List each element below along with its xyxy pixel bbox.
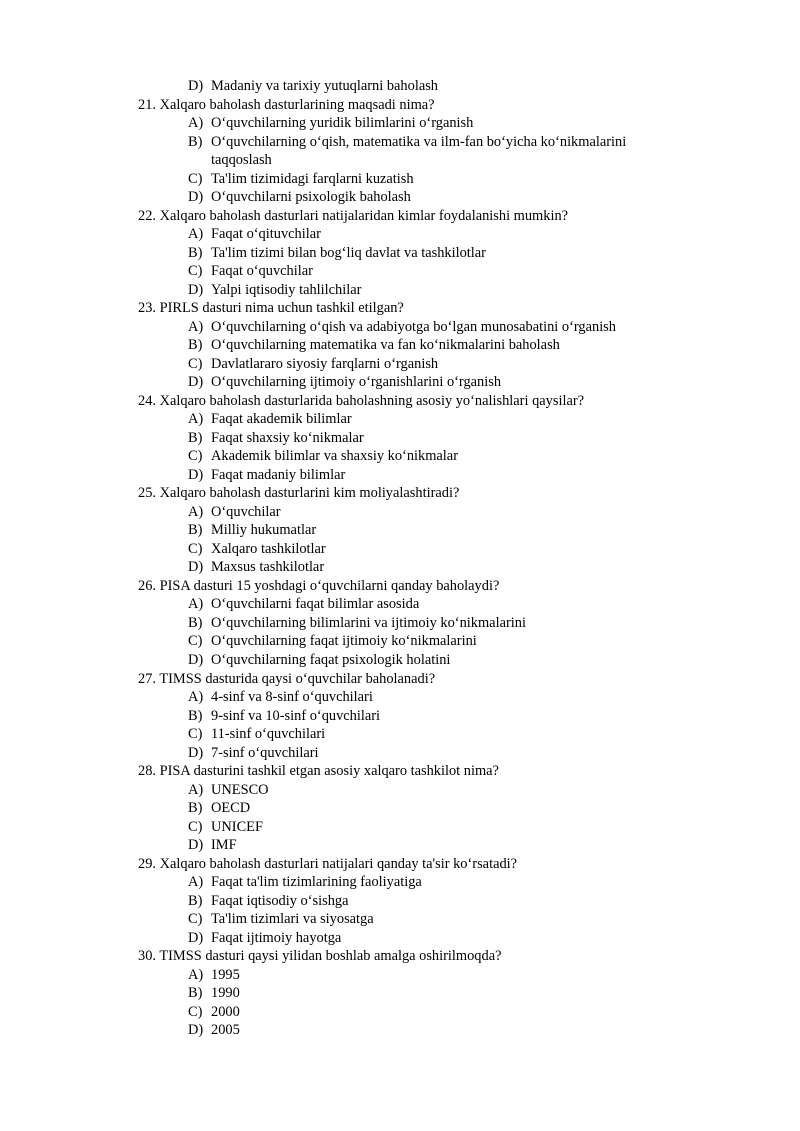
answer-option <box>0 281 800 300</box>
option-text: Maxsus tashkilotlar <box>211 559 325 576</box>
answer-option <box>0 818 800 837</box>
question-item <box>0 484 800 503</box>
option-letter: B) <box>188 892 203 909</box>
question-number: 30. <box>138 948 156 965</box>
option-text: 9-sinf va 10-sinf o‘quvchilari <box>211 707 381 724</box>
answer-option <box>0 1021 800 1040</box>
option-text: OECD <box>211 800 251 817</box>
question-item <box>0 96 800 115</box>
document-page <box>0 77 800 1040</box>
option-letter: A) <box>188 874 204 891</box>
option-text: Faqat iqtisodiy o‘sishga <box>211 892 349 909</box>
option-letter: B) <box>188 429 203 446</box>
option-text: Ta'lim tizimlari va siyosatga <box>211 911 374 928</box>
option-text: O‘quvchilarning matematika va fan ko‘nikmalarini baholash <box>211 337 560 354</box>
option-text: O‘quvchilarni faqat bilimlar asosida <box>211 596 420 613</box>
option-letter: D) <box>188 1022 204 1039</box>
option-letter: A) <box>188 689 204 706</box>
option-letter: B) <box>188 244 203 261</box>
answer-option <box>0 558 800 577</box>
option-text: Ta'lim tizimi bilan bog‘liq davlat va tashkilotlar <box>211 244 486 261</box>
answer-option <box>0 540 800 559</box>
answer-option <box>0 170 800 189</box>
answer-option <box>0 466 800 485</box>
option-letter: C) <box>188 1003 203 1020</box>
option-text: Madaniy va tarixiy yutuqlarni baholash <box>211 78 438 94</box>
option-text: O‘quvchilarni psixologik baholash <box>211 189 411 206</box>
answer-option <box>0 966 800 985</box>
option-letter: D) <box>188 374 204 391</box>
answer-option <box>0 873 800 892</box>
answer-option <box>0 521 800 540</box>
answer-option <box>0 133 800 152</box>
question-text: Xalqaro baholash dasturlarining maqsadi nima? <box>159 96 435 113</box>
question-number: 25. <box>138 485 156 502</box>
option-letter: A) <box>188 115 204 132</box>
option-text: UNESCO <box>211 781 269 798</box>
option-text: 11-sinf o‘quvchilari <box>211 726 326 743</box>
option-letter: B) <box>188 522 203 539</box>
option-letter: C) <box>188 263 203 280</box>
option-text: O‘quvchilarning o‘qish, matematika va ilm-fan bo‘yicha ko‘nikmalarini <box>211 133 627 150</box>
question-text: TIMSS dasturi qaysi yilidan boshlab amalga oshirilmoqda? <box>159 948 502 965</box>
option-text: O‘quvchilarning faqat psixologik holatini <box>211 651 451 668</box>
question-item <box>0 947 800 966</box>
option-text: 2005 <box>211 1022 240 1039</box>
answer-option <box>0 1003 800 1022</box>
option-letter: C) <box>188 911 203 928</box>
option-letter: A) <box>188 318 204 335</box>
option-text: Faqat akademik bilimlar <box>211 411 352 428</box>
option-text: Faqat madaniy bilimlar <box>211 466 346 483</box>
answer-option <box>0 725 800 744</box>
question-number: 22. <box>138 207 156 224</box>
option-letter: B) <box>188 707 203 724</box>
option-text: O‘quvchilarning ijtimoiy o‘rganishlarini o‘rganish <box>211 374 502 391</box>
option-letter: D) <box>188 189 204 206</box>
option-letter: C) <box>188 726 203 743</box>
option-letter: D) <box>188 651 204 668</box>
option-letter: D) <box>188 744 204 761</box>
option-text: IMF <box>211 837 237 854</box>
option-letter: C) <box>188 540 203 557</box>
answer-option <box>0 799 800 818</box>
answer-option <box>0 336 800 355</box>
option-text: 1995 <box>211 966 240 983</box>
option-text: 2000 <box>211 1003 240 1020</box>
option-letter: B) <box>188 614 203 631</box>
option-letter: D) <box>188 837 204 854</box>
option-text: Davlatlararo siyosiy farqlarni o‘rganish <box>211 355 439 372</box>
option-letter: D) <box>188 929 204 946</box>
answer-option <box>0 910 800 929</box>
option-letter: D) <box>188 466 204 483</box>
question-item <box>0 392 800 411</box>
option-text: 1990 <box>211 985 240 1002</box>
option-letter: B) <box>188 800 203 817</box>
option-text: Xalqaro tashkilotlar <box>211 540 326 557</box>
answer-option <box>0 707 800 726</box>
answer-option <box>0 984 800 1003</box>
answer-option <box>0 429 800 448</box>
answer-option <box>0 632 800 651</box>
option-text: Ta'lim tizimidagi farqlarni kuzatish <box>211 170 414 187</box>
option-text: 4-sinf va 8-sinf o‘quvchilari <box>211 689 373 706</box>
option-text: Yalpi iqtisodiy tahlilchilar <box>211 281 362 298</box>
option-letter: B) <box>188 985 203 1002</box>
option-letter: D) <box>188 78 204 94</box>
question-item <box>0 670 800 689</box>
answer-option <box>0 503 800 522</box>
answer-option <box>0 355 800 374</box>
question-text: Xalqaro baholash dasturlarini kim moliyalashtiradi? <box>159 485 460 502</box>
question-item <box>0 577 800 596</box>
answer-option <box>0 318 800 337</box>
option-letter: C) <box>188 355 203 372</box>
option-text: O‘quvchilar <box>211 503 281 520</box>
option-letter: A) <box>188 226 204 243</box>
question-text: PISA dasturi 15 yoshdagi o‘quvchilarni qanday baholaydi? <box>159 577 500 594</box>
option-letter: D) <box>188 281 204 298</box>
answer-option <box>0 595 800 614</box>
option-text: O‘quvchilarning o‘qish va adabiyotga bo‘lgan munosabatini o‘rganish <box>211 318 616 335</box>
question-item <box>0 299 800 318</box>
answer-option <box>0 262 800 281</box>
question-text: Xalqaro baholash dasturlari natijalari qanday ta'sir ko‘rsatadi? <box>159 855 518 872</box>
option-letter: C) <box>188 818 203 835</box>
question-number: 24. <box>138 392 156 409</box>
option-text: Faqat ijtimoiy hayotga <box>211 929 342 946</box>
answer-option <box>0 225 800 244</box>
option-text: O‘quvchilarning yuridik bilimlarini o‘rganish <box>211 115 474 132</box>
option-text: Faqat o‘quvchilar <box>211 263 313 280</box>
option-letter: A) <box>188 411 204 428</box>
question-number: 27. <box>138 670 156 687</box>
answer-option <box>0 614 800 633</box>
option-text: O‘quvchilarning faqat ijtimoiy ko‘nikmalarini <box>211 633 477 650</box>
answer-option <box>0 244 800 263</box>
option-letter: B) <box>188 133 203 150</box>
option-text: Faqat shaxsiy ko‘nikmalar <box>211 429 364 446</box>
option-text: Faqat o‘qituvchilar <box>211 226 321 243</box>
answer-option <box>0 688 800 707</box>
option-letter: A) <box>188 966 204 983</box>
answer-option <box>0 781 800 800</box>
option-letter: A) <box>188 503 204 520</box>
question-text: Xalqaro baholash dasturlarida baholashning asosiy yo‘nalishlari qaysilar? <box>159 392 585 409</box>
answer-option <box>0 836 800 855</box>
question-item <box>0 207 800 226</box>
option-text: 7-sinf o‘quvchilari <box>211 744 319 761</box>
option-text: Faqat ta'lim tizimlarining faoliyatiga <box>211 874 422 891</box>
question-number: 29. <box>138 855 156 872</box>
answer-option <box>0 188 800 207</box>
answer-option <box>0 114 800 133</box>
answer-option <box>0 373 800 392</box>
option-letter: C) <box>188 170 203 187</box>
option-letter: A) <box>188 781 204 798</box>
answer-option <box>0 929 800 948</box>
question-number: 23. <box>138 300 156 317</box>
question-item <box>0 762 800 781</box>
answer-option <box>0 77 800 96</box>
option-letter: A) <box>188 596 204 613</box>
option-text: Akademik bilimlar va shaxsiy ko‘nikmalar <box>211 448 458 465</box>
option-text: Milliy hukumatlar <box>211 522 317 539</box>
question-text: PISA dasturini tashkil etgan asosiy xalqaro tashkilot nima? <box>159 763 499 780</box>
question-text: Xalqaro baholash dasturlari natijalaridan kimlar foydalanishi mumkin? <box>159 207 569 224</box>
answer-option <box>0 651 800 670</box>
question-text: TIMSS dasturida qaysi o‘quvchilar baholanadi? <box>159 670 436 687</box>
option-letter: D) <box>188 559 204 576</box>
question-number: 21. <box>138 96 156 113</box>
question-item <box>0 855 800 874</box>
option-letter: C) <box>188 448 203 465</box>
answer-option <box>0 447 800 466</box>
option-text-continuation: taqqoslash <box>211 152 272 169</box>
answer-option <box>0 744 800 763</box>
question-text: PIRLS dasturi nima uchun tashkil etilgan? <box>159 300 404 317</box>
option-letter: C) <box>188 633 203 650</box>
option-text: UNICEF <box>211 818 263 835</box>
option-letter: B) <box>188 337 203 354</box>
question-number: 28. <box>138 763 156 780</box>
answer-option <box>0 410 800 429</box>
answer-option <box>0 892 800 911</box>
option-text: O‘quvchilarning bilimlarini va ijtimoiy ko‘nikmalarini <box>211 614 526 631</box>
question-number: 26. <box>138 577 156 594</box>
